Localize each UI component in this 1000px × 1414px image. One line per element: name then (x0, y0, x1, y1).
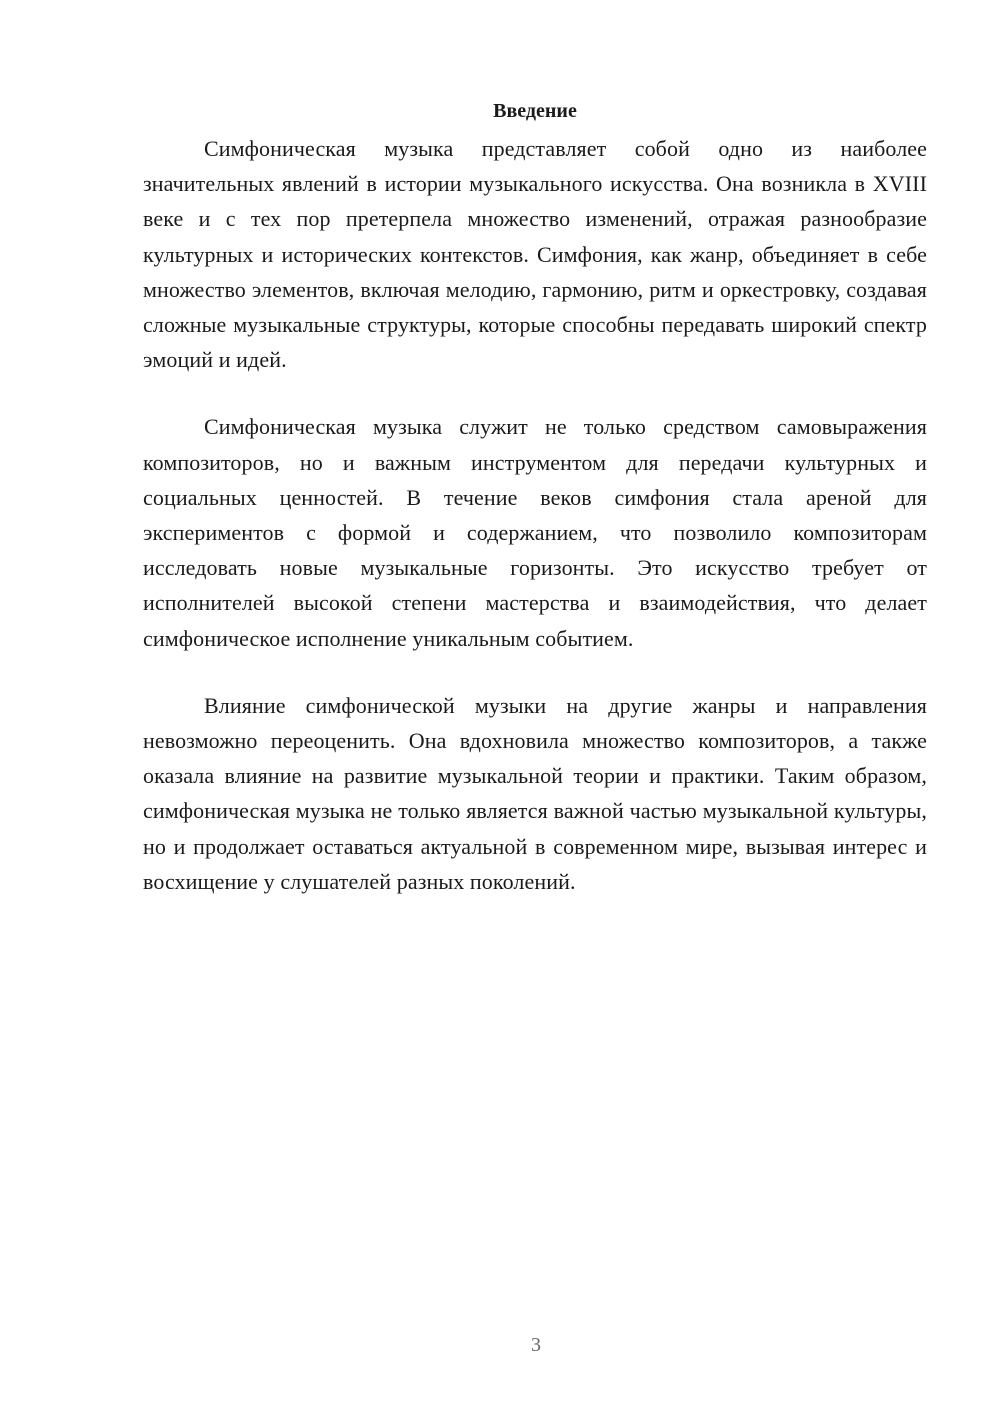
paragraph-3: Влияние симфонической музыки на другие жанры и направления невозможно переоценить. Она вдохновила множество композиторов, а также оказала влияние на развитие музыкальной теории и практики. Таким образом, симфоническая музыка не только является важной частью музыкальной культуры, но и продолжает оставаться актуальной в современном мире, вызывая интерес и восхищение у слушателей разных поколений. (143, 692, 927, 894)
paragraph-2: Симфоническая музыка служит не только средством самовыражения композиторов, но и важным инструментом для передачи культурных и социальных ценностей. В течение веков симфония стала ареной для экспериментов с формой и содержанием, что позволило композиторам исследовать новые музыкальные горизонты. Это искусство требует от исполнителей высокой степени мастерства и взаимодействия, что делает симфоническое исполнение уникальным событием. (143, 414, 927, 651)
section-heading: Введение (493, 100, 577, 122)
page-number: 3 (531, 1334, 541, 1356)
page-content (143, 96, 927, 931)
paragraph-1: Симфоническая музыка представляет собой одно из наиболее значительных явлений в истории музыкального искусства. Она возникла в XVIII веке и с тех пор претерпела множество изменений, отражая разнообразие культурных и исторических контекстов. Симфония, как жанр, объединяет в себе множество элементов, включая мелодию, гармонию, ритм и оркестровку, создавая сложные музыкальные структуры, которые способны передавать широкий спектр эмоций и идей. (143, 136, 927, 373)
